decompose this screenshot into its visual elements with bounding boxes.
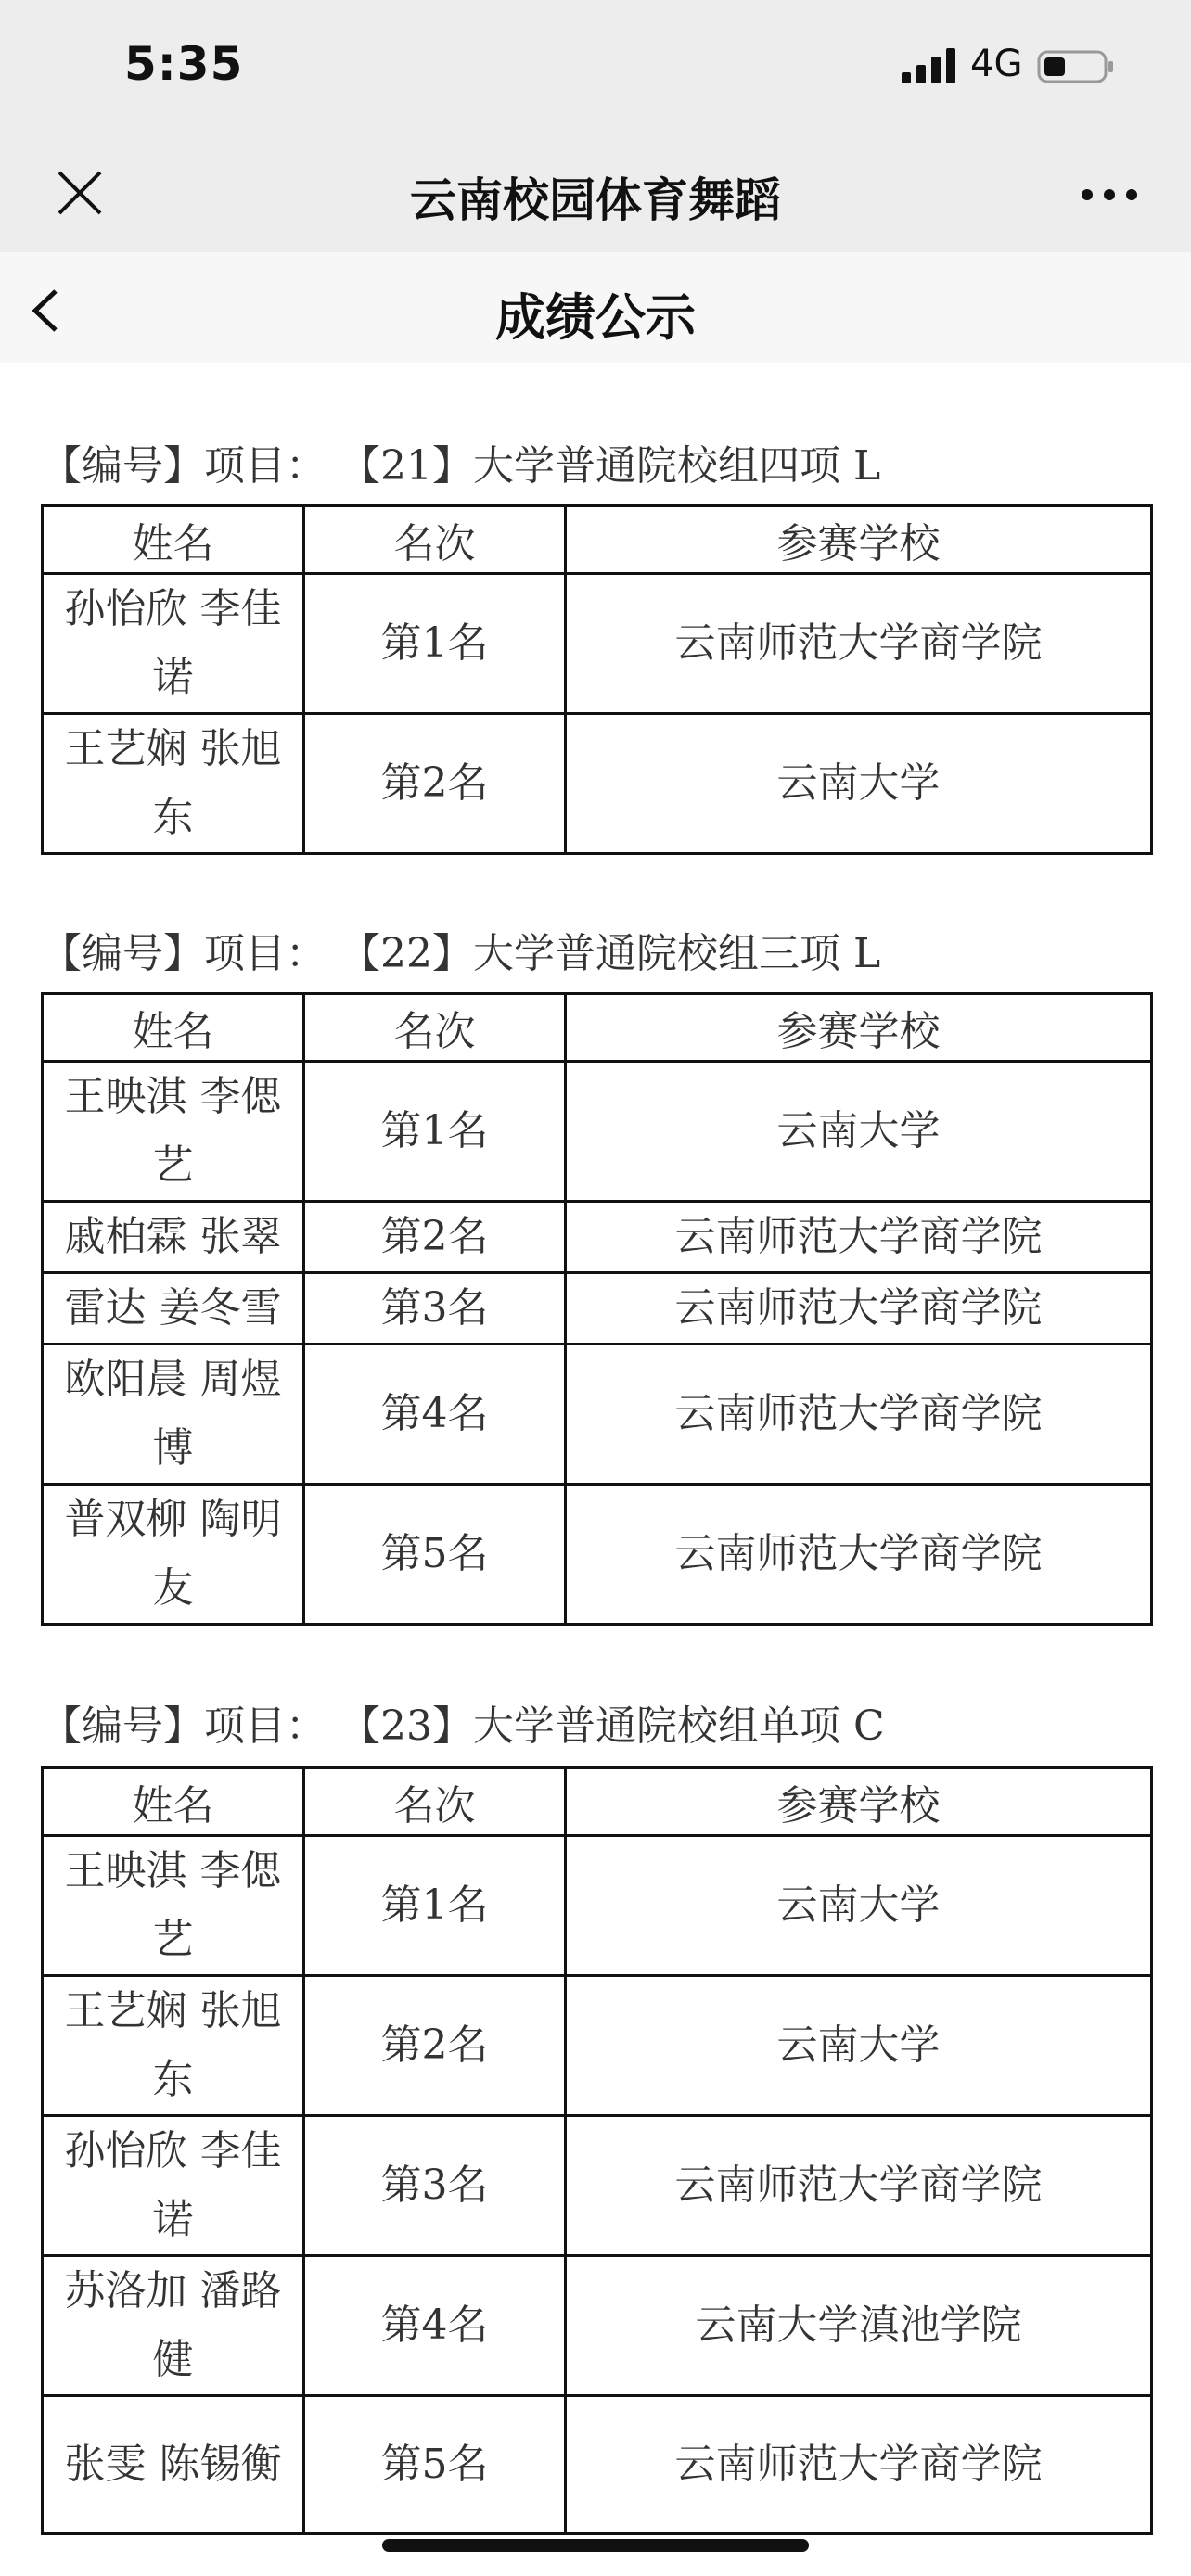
column-header-school: 参赛学校 xyxy=(566,1768,1152,1836)
table-row xyxy=(43,574,1152,714)
cell-rank: 第4名 xyxy=(304,2256,566,2396)
cell-school: 云南大学 xyxy=(566,1976,1152,2116)
table-header-row xyxy=(43,506,1152,574)
section-heading: 【编号】项目： 【21】大学普通院校组四项 L xyxy=(41,442,881,490)
cell-rank: 第2名 xyxy=(304,1202,566,1273)
cell-school: 云南大学滇池学院 xyxy=(566,2256,1152,2396)
cell-school: 云南师范大学商学院 xyxy=(566,2396,1152,2534)
column-header-name: 姓名 xyxy=(43,506,304,574)
cell-school: 云南师范大学商学院 xyxy=(566,1345,1152,1485)
cell-rank: 第1名 xyxy=(304,574,566,714)
table-row xyxy=(43,2256,1152,2396)
table-row xyxy=(43,1273,1152,1345)
cell-rank: 第3名 xyxy=(304,2116,566,2256)
cell-school: 云南大学 xyxy=(566,1062,1152,1202)
cell-name: 普双柳 陶明友 xyxy=(43,1485,304,1625)
status-time: 5:35 xyxy=(124,37,244,91)
nav-title: 云南校园体育舞蹈 xyxy=(410,173,781,227)
section-heading: 【编号】项目： 【23】大学普通院校组单项 C xyxy=(41,1702,885,1750)
cell-school: 云南大学 xyxy=(566,714,1152,854)
cell-rank: 第2名 xyxy=(304,1976,566,2116)
table-row xyxy=(43,1062,1152,1202)
home-indicator[interactable] xyxy=(382,2539,809,2552)
cell-name: 戚柏霖 张翠 xyxy=(43,1202,304,1273)
page-header xyxy=(0,252,1191,363)
results-table xyxy=(41,504,1153,855)
column-header-rank: 名次 xyxy=(304,506,566,574)
column-header-name: 姓名 xyxy=(43,994,304,1062)
cell-name: 王映淇 李偲艺 xyxy=(43,1062,304,1202)
cell-rank: 第1名 xyxy=(304,1836,566,1976)
cell-rank: 第5名 xyxy=(304,1485,566,1625)
status-bar xyxy=(0,0,1191,139)
table-header-row xyxy=(43,994,1152,1062)
column-header-name: 姓名 xyxy=(43,1768,304,1836)
cell-rank: 第5名 xyxy=(304,2396,566,2534)
battery-icon xyxy=(1037,50,1115,83)
cell-name: 欧阳晨 周煜博 xyxy=(43,1345,304,1485)
table-row xyxy=(43,714,1152,854)
column-header-rank: 名次 xyxy=(304,994,566,1062)
table-row xyxy=(43,2116,1152,2256)
network-type: 4G xyxy=(970,43,1023,85)
table-row xyxy=(43,1485,1152,1625)
cell-rank: 第1名 xyxy=(304,1062,566,1202)
cell-rank: 第3名 xyxy=(304,1273,566,1345)
cell-name: 苏洛加 潘路健 xyxy=(43,2256,304,2396)
cell-name: 王艺娴 张旭东 xyxy=(43,714,304,854)
cell-name: 孙怡欣 李佳诺 xyxy=(43,574,304,714)
cell-name: 孙怡欣 李佳诺 xyxy=(43,2116,304,2256)
cell-rank: 第4名 xyxy=(304,1345,566,1485)
table-header-row xyxy=(43,1768,1152,1836)
section-heading: 【编号】项目： 【22】大学普通院校组三项 L xyxy=(41,930,881,977)
cell-school: 云南师范大学商学院 xyxy=(566,1273,1152,1345)
results-table xyxy=(41,992,1153,1626)
table-row xyxy=(43,2396,1152,2534)
table-row xyxy=(43,1976,1152,2116)
results-content xyxy=(41,363,1150,2535)
table-row xyxy=(43,1836,1152,1976)
signal-icon xyxy=(902,48,957,83)
page-title: 成绩公示 xyxy=(495,288,696,347)
table-row xyxy=(43,1202,1152,1273)
more-options-icon[interactable] xyxy=(1080,184,1139,206)
cell-school: 云南大学 xyxy=(566,1836,1152,1976)
cell-school: 云南师范大学商学院 xyxy=(566,1202,1152,1273)
cell-name: 雷达 姜冬雪 xyxy=(43,1273,304,1345)
cell-name: 王艺娴 张旭东 xyxy=(43,1976,304,2116)
column-header-school: 参赛学校 xyxy=(566,506,1152,574)
cell-name: 张雯 陈锡衡 xyxy=(43,2396,304,2534)
cell-school: 云南师范大学商学院 xyxy=(566,2116,1152,2256)
results-table xyxy=(41,1766,1153,2535)
cell-name: 王映淇 李偲艺 xyxy=(43,1836,304,1976)
column-header-school: 参赛学校 xyxy=(566,994,1152,1062)
column-header-rank: 名次 xyxy=(304,1768,566,1836)
cell-rank: 第2名 xyxy=(304,714,566,854)
cell-school: 云南师范大学商学院 xyxy=(566,1485,1152,1625)
nav-bar xyxy=(0,139,1191,252)
cell-school: 云南师范大学商学院 xyxy=(566,574,1152,714)
table-row xyxy=(43,1345,1152,1485)
